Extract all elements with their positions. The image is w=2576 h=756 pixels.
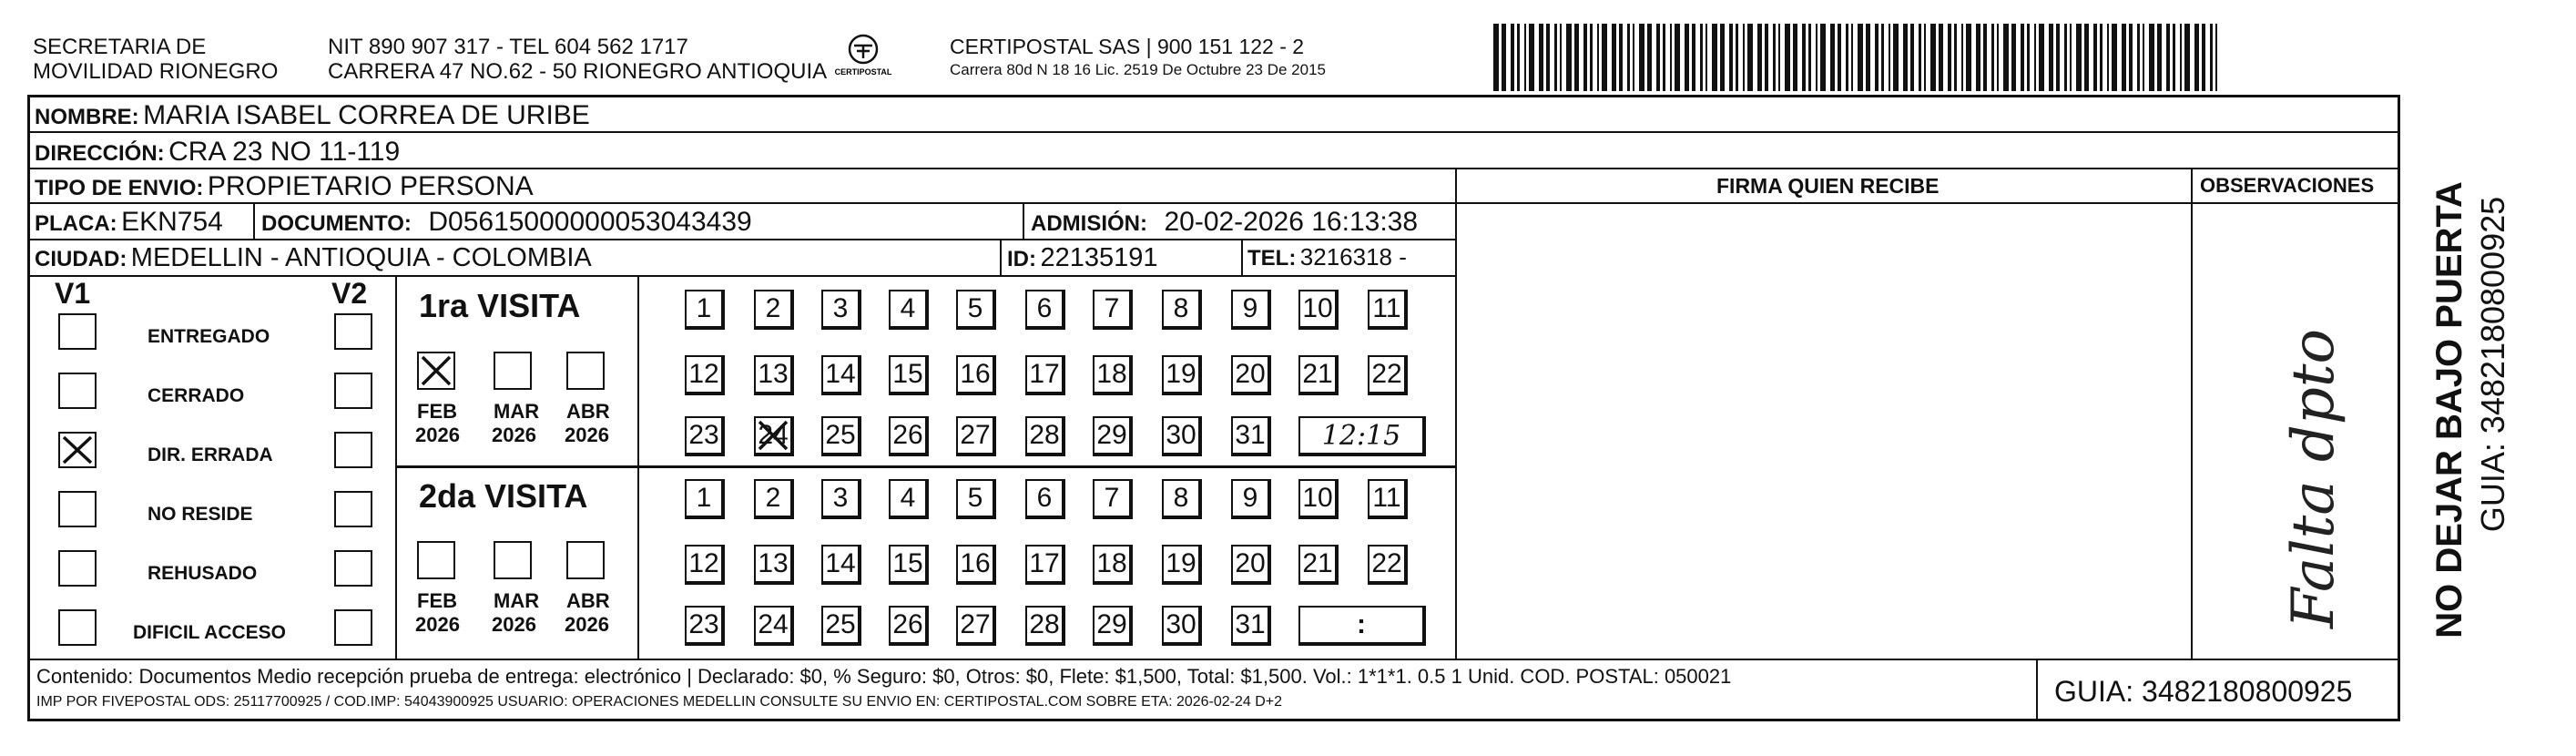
day-number: 19 (1166, 548, 1196, 578)
nit-line: NIT 890 907 317 - TEL 604 562 1717 (328, 35, 688, 59)
day-number: 31 (1235, 609, 1266, 639)
day-number: 4 (900, 293, 916, 323)
day-number: 31 (1235, 420, 1266, 450)
day-cell[interactable] (685, 606, 725, 646)
visit-month-name: MAR (494, 589, 540, 612)
day-number: 3 (832, 293, 849, 323)
day-number: 11 (1372, 293, 1401, 323)
visit-month-checkbox[interactable] (494, 352, 532, 390)
ciudad-field (35, 245, 592, 271)
day-cell[interactable] (1093, 355, 1133, 395)
day-cell[interactable] (889, 355, 929, 395)
observaciones-header: OBSERVACIONES (2200, 174, 2375, 197)
visit-time-field[interactable] (1298, 416, 1426, 456)
v2-label: V2 (331, 277, 368, 310)
day-number: 12 (688, 548, 719, 578)
day-cell[interactable] (821, 545, 861, 585)
day-cell[interactable] (1231, 416, 1271, 456)
day-number: 16 (960, 359, 991, 389)
day-cell[interactable] (754, 479, 794, 519)
day-number: 16 (960, 548, 991, 578)
visit2-title: 2da VISITA (419, 477, 588, 515)
visit-month-year: 2026 (492, 424, 536, 446)
day-cell[interactable] (1368, 479, 1408, 519)
status-option-label: REHUSADO (148, 563, 258, 584)
admision-value: 20-02-2026 16:13:38 (1164, 207, 1419, 237)
day-number: 28 (1029, 609, 1060, 639)
day-cell[interactable] (754, 416, 794, 456)
day-number: 27 (960, 609, 991, 639)
day-number: 5 (967, 483, 983, 513)
visit1-title: 1ra VISITA (419, 287, 581, 324)
day-cell[interactable] (1231, 355, 1271, 395)
placa-label: PLACA: (35, 211, 117, 236)
day-cell[interactable] (754, 290, 794, 330)
nombre-label: NOMBRE: (35, 105, 139, 129)
day-cell[interactable] (1298, 290, 1339, 330)
tel-label: TEL: (1247, 246, 1297, 271)
day-cell[interactable] (1162, 479, 1202, 519)
day-number: 23 (688, 609, 719, 639)
side-warning: NO DEJAR BAJO PUERTA (2429, 181, 2469, 639)
firma-header: FIRMA QUIEN RECIBE (1716, 174, 1940, 198)
day-number: 10 (1302, 293, 1333, 323)
day-cell[interactable] (821, 416, 861, 456)
footer-contenido: Contenido: Documentos Medio recepción prueba de entrega: electrónico | Declarado: $0, % Seguro: $0, Otros: $0, Flete: $1,500, Total: $1,500. Vol.: 1*1*1. 0.5 1 Unid. COD. POSTAL: 050021 (36, 665, 1732, 688)
ciudad-label: CIUDAD: (35, 247, 127, 271)
visit-month-checkbox[interactable] (417, 352, 455, 390)
day-cell[interactable] (754, 545, 794, 585)
id-value: 22135191 (1040, 243, 1158, 272)
day-number: 14 (825, 359, 856, 389)
day-cell[interactable] (1231, 606, 1271, 646)
status-option-label: NO RESIDE (148, 504, 253, 525)
visit-month-checkbox[interactable] (494, 541, 532, 579)
admision-label: ADMISIÓN: (1031, 211, 1147, 236)
day-cell[interactable] (1368, 290, 1408, 330)
day-number: 15 (892, 548, 923, 578)
day-cell[interactable] (821, 479, 861, 519)
status-v2-checkbox[interactable] (334, 432, 372, 468)
day-number: 18 (1096, 548, 1127, 578)
status-option-label: DIFICIL ACCESO (133, 622, 287, 643)
documento-label: DOCUMENTO: (261, 211, 412, 236)
day-cell[interactable] (1162, 416, 1202, 456)
day-cell[interactable] (1162, 545, 1202, 585)
visit-month-name: ABR (566, 400, 610, 423)
status-option-label: CERRADO (148, 385, 245, 406)
day-number: 7 (1104, 483, 1120, 513)
day-cell[interactable] (1025, 545, 1065, 585)
day-cell[interactable] (1298, 479, 1339, 519)
visit-month-year: 2026 (415, 613, 460, 636)
day-cell[interactable] (1093, 416, 1133, 456)
address-line: CARRERA 47 NO.62 - 50 RIONEGRO ANTIOQUIA (328, 59, 828, 84)
day-number: 4 (900, 483, 916, 513)
day-cell[interactable] (1025, 606, 1065, 646)
day-cell[interactable] (956, 606, 996, 646)
day-cell[interactable] (1368, 355, 1408, 395)
org-name-line2: MOVILIDAD RIONEGRO (33, 59, 279, 84)
day-cell[interactable] (1093, 545, 1133, 585)
day-number: 10 (1302, 483, 1333, 513)
visit-time-value: : (1357, 609, 1366, 639)
observation-handwriting (2276, 246, 2358, 647)
day-cell[interactable] (889, 416, 929, 456)
day-cell[interactable] (889, 606, 929, 646)
courier-line1: CERTIPOSTAL SAS | 900 151 122 - 2 (950, 35, 1305, 58)
status-v2-checkbox[interactable] (334, 550, 372, 587)
tipo-envio-value: PROPIETARIO PERSONA (207, 171, 534, 201)
footer-guia: GUIA: 3482180800925 (2054, 675, 2353, 708)
day-number: 9 (1242, 293, 1258, 323)
day-cell[interactable] (754, 606, 794, 646)
day-cell[interactable] (1025, 355, 1065, 395)
day-number: 13 (758, 359, 789, 389)
org-name-line1: SECRETARIA DE (33, 35, 207, 59)
visit-month-year: 2026 (565, 613, 609, 636)
day-cell[interactable] (889, 290, 929, 330)
day-number: 22 (1371, 359, 1402, 389)
day-cell[interactable] (889, 479, 929, 519)
day-cell[interactable] (1162, 290, 1202, 330)
day-cell[interactable] (1231, 479, 1271, 519)
day-cell[interactable] (1025, 479, 1065, 519)
status-v2-checkbox[interactable] (334, 373, 372, 409)
day-cell[interactable] (685, 416, 725, 456)
visit-month-checkbox[interactable] (417, 541, 455, 579)
status-v1-checkbox[interactable] (58, 609, 97, 646)
status-option-label: ENTREGADO (148, 326, 270, 347)
visit-month-year: 2026 (565, 424, 609, 446)
visit-time-field[interactable] (1298, 606, 1426, 646)
tel-value: 3216318 - (1299, 243, 1407, 271)
day-cell[interactable] (821, 606, 861, 646)
day-number: 30 (1166, 420, 1196, 450)
day-cell[interactable] (1231, 290, 1271, 330)
visit-month-year: 2026 (415, 424, 460, 446)
tel-field (1247, 245, 1407, 270)
tipo-envio-row (35, 173, 534, 200)
day-cell[interactable] (956, 290, 996, 330)
day-number: 6 (1036, 483, 1053, 513)
day-cell[interactable] (1298, 545, 1339, 585)
visit-month-name: FEB (417, 589, 457, 612)
direccion-label: DIRECCIÓN: (35, 141, 165, 166)
day-cell[interactable] (1231, 545, 1271, 585)
day-number: 24 (758, 609, 789, 639)
day-number: 30 (1166, 609, 1196, 639)
day-number: 14 (825, 548, 856, 578)
day-cell[interactable] (1298, 355, 1339, 395)
day-cell[interactable] (685, 355, 725, 395)
barcode (1493, 24, 2222, 91)
day-number: 5 (967, 293, 983, 323)
day-number: 20 (1235, 359, 1266, 389)
day-number: 26 (892, 420, 923, 450)
day-cell[interactable] (1162, 606, 1202, 646)
side-guia: GUIA: 3482180800925 (2474, 196, 2511, 533)
status-v1-checkbox[interactable] (58, 313, 97, 350)
day-number: 2 (765, 293, 781, 323)
status-v1-checkbox[interactable] (58, 550, 97, 587)
day-cell[interactable] (889, 545, 929, 585)
day-number: 28 (1029, 420, 1060, 450)
day-number: 9 (1242, 483, 1258, 513)
day-number: 18 (1096, 359, 1127, 389)
day-number: 25 (825, 609, 856, 639)
status-v2-checkbox[interactable] (334, 609, 372, 646)
day-number: 3 (832, 483, 849, 513)
day-number: 8 (1173, 293, 1189, 323)
status-v2-checkbox[interactable] (334, 313, 372, 350)
status-option-label: DIR. ERRADA (148, 444, 273, 465)
documento-field (261, 209, 752, 236)
day-number: 17 (1029, 548, 1060, 578)
day-cell[interactable] (1093, 290, 1133, 330)
day-cell[interactable] (956, 479, 996, 519)
courier-line2: Carrera 80d N 18 16 Lic. 2519 De Octubre 23 De 2015 (950, 61, 1326, 78)
v1-label: V1 (55, 277, 91, 310)
tipo-envio-label: TIPO DE ENVIO: (35, 176, 204, 200)
day-number: 1 (696, 483, 712, 513)
day-cell[interactable] (1093, 606, 1133, 646)
day-number: 6 (1036, 293, 1053, 323)
svg-text:CERTIPOSTAL: CERTIPOSTAL (834, 67, 892, 77)
day-number: 19 (1166, 359, 1196, 389)
day-cell[interactable] (956, 355, 996, 395)
id-label: ID: (1007, 247, 1036, 271)
ciudad-value: MEDELLIN - ANTIOQUIA - COLOMBIA (130, 243, 592, 272)
id-field (1007, 245, 1157, 271)
day-number: 8 (1173, 483, 1189, 513)
day-cell[interactable] (821, 355, 861, 395)
visit-month-checkbox[interactable] (566, 352, 605, 390)
day-number: 24 (758, 420, 789, 450)
day-number: 21 (1302, 359, 1333, 389)
footer-imp: IMP POR FIVEPOSTAL ODS: 25117700925 / COD.IMP: 54043900925 USUARIO: OPERACIONES MEDELLIN CONSULTE SU ENVIO EN: CERTIPOSTAL.COM SOBRE ETA: 2026-02-24 D+2 (36, 694, 1283, 710)
day-number: 29 (1096, 420, 1127, 450)
day-cell[interactable] (1162, 355, 1202, 395)
day-cell[interactable] (1093, 479, 1133, 519)
day-number: 15 (892, 359, 923, 389)
day-number: 7 (1104, 293, 1120, 323)
visit-month-checkbox[interactable] (566, 541, 605, 579)
nombre-value: MARIA ISABEL CORREA DE URIBE (143, 100, 590, 130)
placa-value: EKN754 (121, 207, 223, 237)
day-number: 29 (1096, 609, 1127, 639)
status-v1-checkbox[interactable] (58, 373, 97, 409)
visit-month-year: 2026 (492, 613, 536, 636)
day-cell[interactable] (685, 479, 725, 519)
day-cell[interactable] (821, 290, 861, 330)
direccion-value: CRA 23 NO 11-119 (168, 137, 401, 167)
day-cell[interactable] (685, 545, 725, 585)
day-number: 25 (825, 420, 856, 450)
placa-field (35, 209, 223, 236)
day-number: 23 (688, 420, 719, 450)
visit-month-name: MAR (494, 400, 540, 423)
nombre-row (35, 102, 590, 129)
day-cell[interactable] (956, 545, 996, 585)
day-number: 13 (758, 548, 789, 578)
visit-month-name: ABR (566, 589, 610, 612)
day-number: 12 (688, 359, 719, 389)
day-cell[interactable] (1025, 416, 1065, 456)
day-number: 27 (960, 420, 991, 450)
day-cell[interactable] (956, 416, 996, 456)
day-number: 1 (696, 293, 712, 323)
day-number: 2 (765, 483, 781, 513)
status-v1-checkbox[interactable] (58, 491, 97, 527)
status-v1-checkbox[interactable] (58, 432, 97, 468)
day-cell[interactable] (685, 290, 725, 330)
day-cell[interactable] (754, 355, 794, 395)
certipostal-logo (830, 33, 896, 80)
documento-value: D05615000000053043439 (428, 207, 752, 237)
status-v2-checkbox[interactable] (334, 491, 372, 527)
day-number: 22 (1371, 548, 1402, 578)
direccion-row (35, 138, 400, 166)
day-number: 20 (1235, 548, 1266, 578)
day-cell[interactable] (1025, 290, 1065, 330)
day-number: 11 (1372, 483, 1401, 513)
visit-month-name: FEB (417, 400, 457, 423)
day-number: 26 (892, 609, 923, 639)
admision-field (1031, 209, 1418, 236)
day-number: 17 (1029, 359, 1060, 389)
day-number: 21 (1302, 548, 1333, 578)
svg-text:Falta dpto: Falta dpto (2280, 328, 2347, 628)
day-cell[interactable] (1368, 545, 1408, 585)
visit-time-value: 12:15 (1321, 419, 1401, 452)
